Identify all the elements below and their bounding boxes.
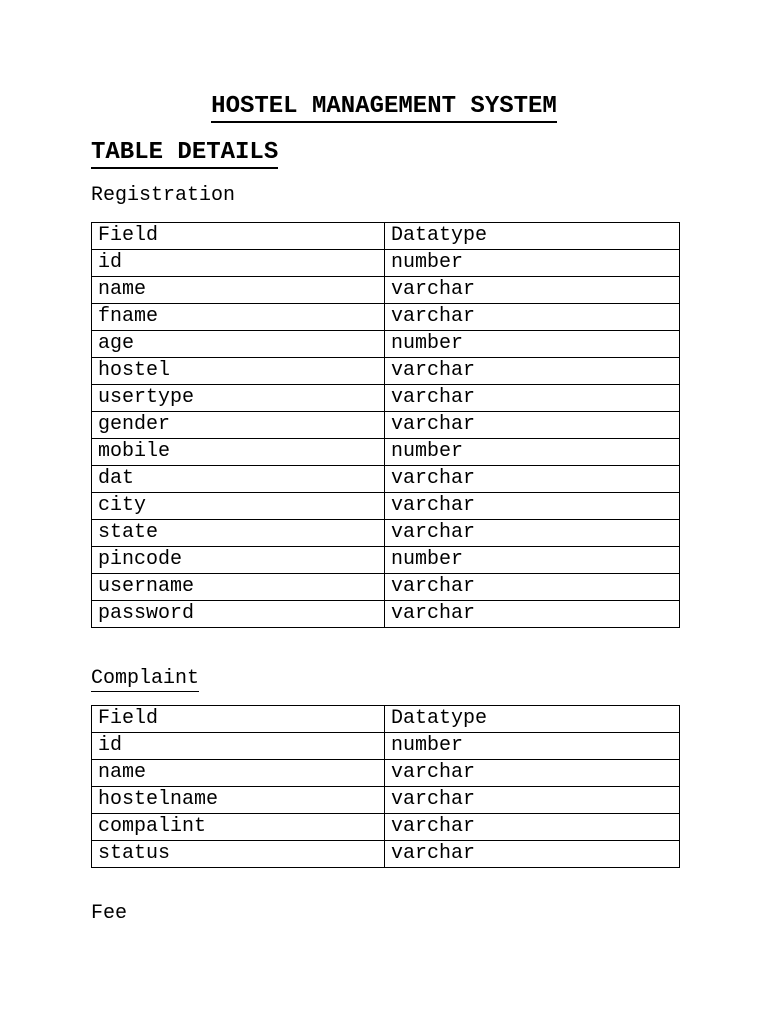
datatype-cell: varchar — [385, 304, 680, 331]
datatype-cell: number — [385, 250, 680, 277]
field-cell: mobile — [92, 439, 385, 466]
complaint-table-body — [92, 706, 680, 868]
table-header-row — [92, 706, 680, 733]
table-row — [92, 412, 680, 439]
datatype-cell: varchar — [385, 466, 680, 493]
datatype-cell: varchar — [385, 358, 680, 385]
datatype-cell: number — [385, 331, 680, 358]
table-header-row — [92, 223, 680, 250]
table-row — [92, 277, 680, 304]
field-cell: status — [92, 841, 385, 868]
datatype-cell: number — [385, 733, 680, 760]
section-heading — [91, 137, 278, 169]
field-cell: name — [92, 277, 385, 304]
section-heading-text: TABLE DETAILS — [91, 139, 278, 169]
registration-table — [91, 222, 680, 628]
field-cell: hostelname — [92, 787, 385, 814]
table-row — [92, 304, 680, 331]
table-row — [92, 814, 680, 841]
datatype-cell: varchar — [385, 574, 680, 601]
field-cell: pincode — [92, 547, 385, 574]
page-title-text: HOSTEL MANAGEMENT SYSTEM — [211, 93, 557, 123]
field-cell: password — [92, 601, 385, 628]
complaint-label — [91, 666, 199, 692]
table-row — [92, 787, 680, 814]
datatype-cell: Datatype — [385, 706, 680, 733]
field-cell: username — [92, 574, 385, 601]
datatype-cell: varchar — [385, 760, 680, 787]
fee-label: Fee — [91, 902, 128, 925]
datatype-cell: number — [385, 439, 680, 466]
field-cell: gender — [92, 412, 385, 439]
datatype-cell: Datatype — [385, 223, 680, 250]
table-row — [92, 493, 680, 520]
field-cell: hostel — [92, 358, 385, 385]
field-cell: state — [92, 520, 385, 547]
page-title — [0, 91, 768, 123]
table-row — [92, 547, 680, 574]
field-cell: name — [92, 760, 385, 787]
datatype-cell: varchar — [385, 277, 680, 304]
datatype-cell: varchar — [385, 787, 680, 814]
table-row — [92, 733, 680, 760]
datatype-cell: varchar — [385, 520, 680, 547]
table-row — [92, 760, 680, 787]
registration-table-body — [92, 223, 680, 628]
registration-label: Registration — [91, 184, 236, 207]
complaint-table — [91, 705, 680, 868]
table-row — [92, 331, 680, 358]
datatype-cell: varchar — [385, 601, 680, 628]
datatype-cell: varchar — [385, 412, 680, 439]
field-cell: usertype — [92, 385, 385, 412]
table-row — [92, 439, 680, 466]
field-cell: id — [92, 250, 385, 277]
table-row — [92, 520, 680, 547]
table-row — [92, 466, 680, 493]
table-row — [92, 574, 680, 601]
field-cell: Field — [92, 223, 385, 250]
field-cell: dat — [92, 466, 385, 493]
datatype-cell: varchar — [385, 841, 680, 868]
table-row — [92, 358, 680, 385]
table-row — [92, 385, 680, 412]
field-cell: age — [92, 331, 385, 358]
field-cell: fname — [92, 304, 385, 331]
datatype-cell: varchar — [385, 385, 680, 412]
datatype-cell: varchar — [385, 814, 680, 841]
field-cell: compalint — [92, 814, 385, 841]
field-cell: Field — [92, 706, 385, 733]
datatype-cell: number — [385, 547, 680, 574]
field-cell: city — [92, 493, 385, 520]
table-row — [92, 250, 680, 277]
table-row — [92, 841, 680, 868]
complaint-label-text: Complaint — [91, 667, 200, 690]
datatype-cell: varchar — [385, 493, 680, 520]
table-row — [92, 601, 680, 628]
field-cell: id — [92, 733, 385, 760]
